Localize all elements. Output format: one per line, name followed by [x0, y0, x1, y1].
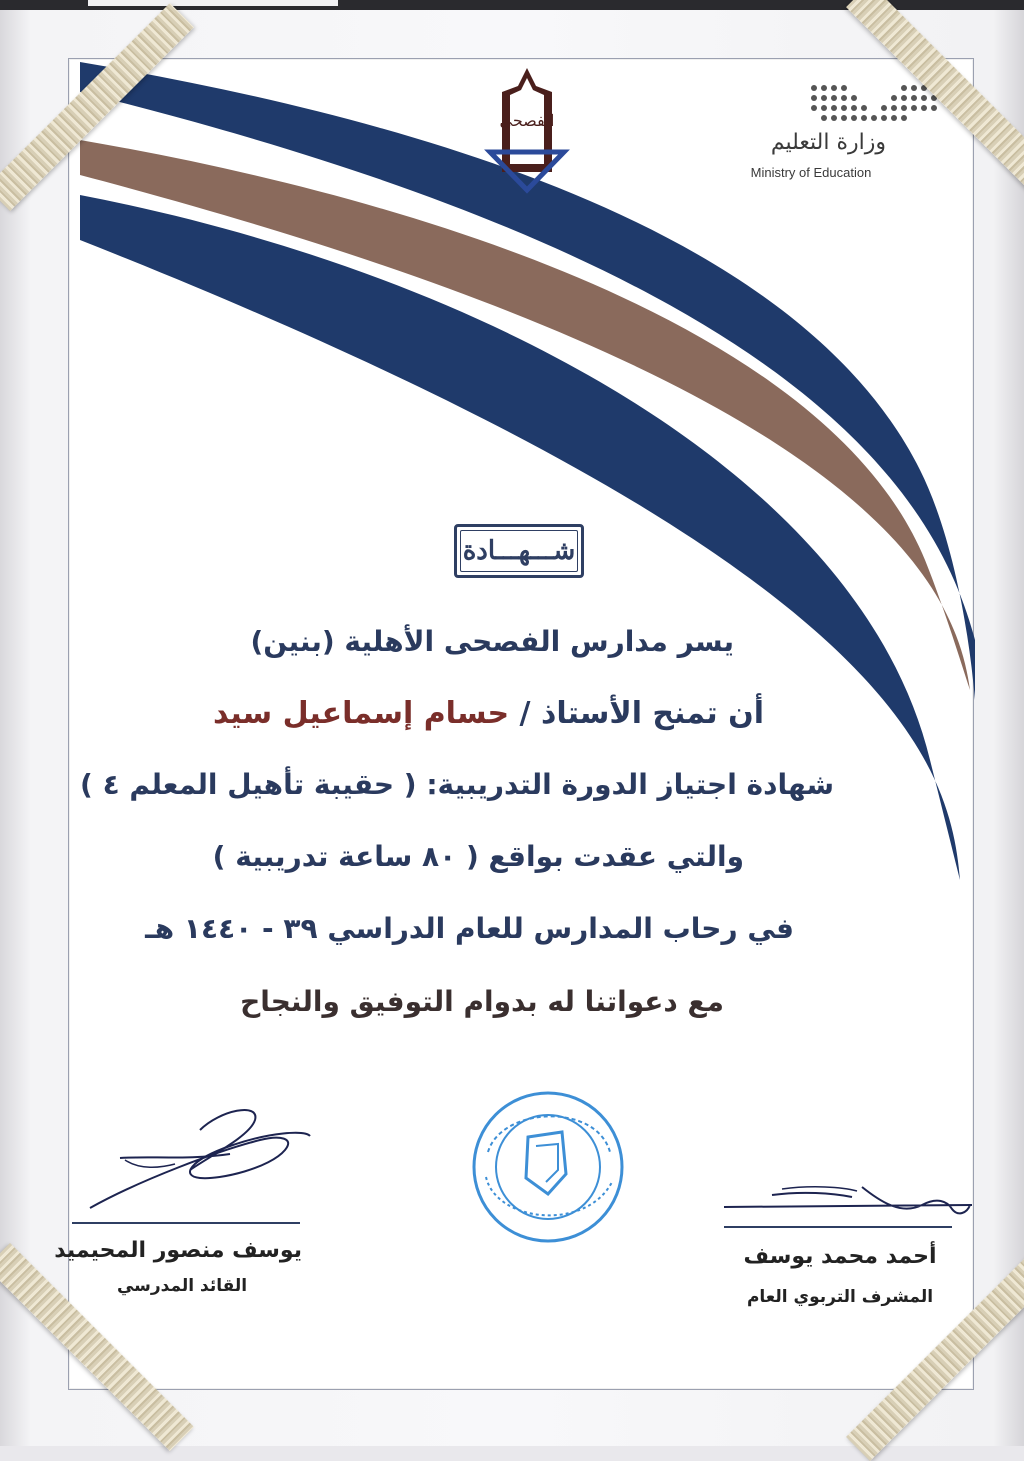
certificate-line-recipient	[213, 696, 764, 731]
left-signer-name: يوسف منصور المحيميد	[54, 1238, 302, 1263]
certificate-line-hours: والتي عقدت بواقع ( ٨٠ ساعة تدريبية )	[212, 840, 744, 873]
right-handwritten-signature	[722, 1175, 972, 1225]
ministry-name-arabic: وزارة التعليم	[770, 130, 886, 155]
certificate-title: شـــهـــادة	[462, 536, 576, 566]
left-signer-role: القائد المدرسي	[116, 1276, 248, 1296]
svg-text:ﺍﻟﻔﺼﺤﻰ: ﺍﻟﻔﺼﺤﻰ	[499, 111, 555, 130]
school-logo-emblem	[482, 64, 572, 194]
official-stamp	[466, 1082, 630, 1252]
recipient-name: حسام إسماعيل سيد	[213, 696, 510, 731]
recipient-prefix: أن تمنح الأستاذ /	[519, 696, 764, 731]
certificate-title-box	[454, 524, 584, 578]
certificate-line-course: شهادة اجتياز الدورة التدريبية: ( حقيبة تأهيل المعلم ٤ )	[80, 768, 834, 801]
left-signature-line	[72, 1222, 300, 1224]
certificate-line-wishes: مع دعواتنا له بدوام التوفيق والنجاح	[240, 985, 724, 1018]
right-signature-line	[724, 1226, 952, 1228]
ministry-name-english: Ministry of Education	[750, 165, 872, 180]
right-signer-name: أحمد محمد يوسف	[743, 1244, 937, 1269]
left-handwritten-signature	[80, 1100, 320, 1220]
right-signer-role: المشرف التربوي العام	[746, 1287, 934, 1307]
certificate-line-school: يسر مدارس الفصحى الأهلية (بنين)	[250, 625, 734, 658]
certificate-line-year: في رحاب المدارس للعام الدراسي ٣٩ - ١٤٤٠ هـ	[145, 912, 794, 945]
